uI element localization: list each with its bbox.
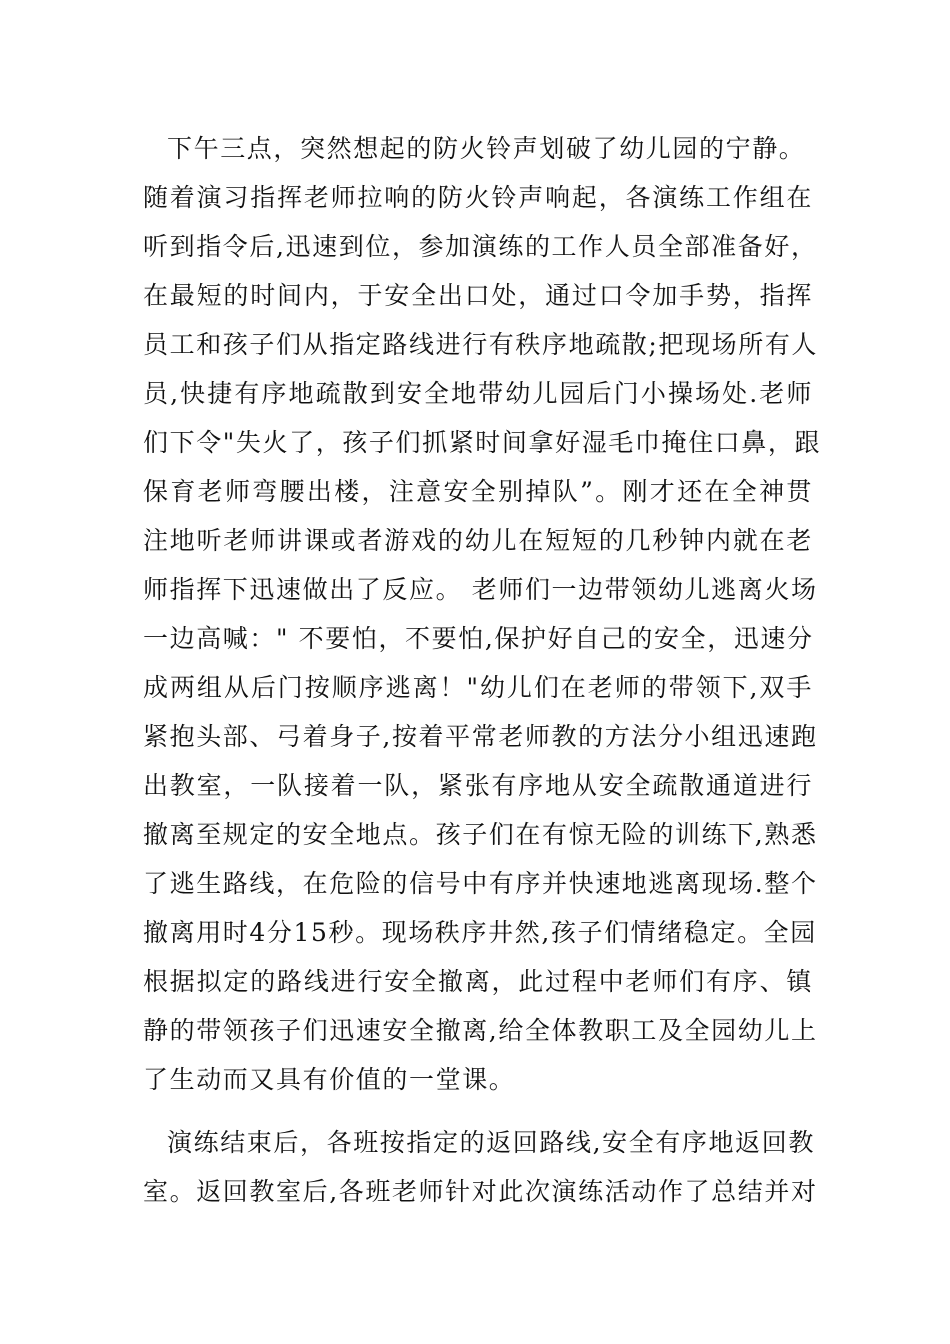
paragraph-line: 下午三点，突然想起的防火铃声划破了幼儿园的宁静。 [167, 134, 806, 163]
paragraph-line: 随着演习指挥老师拉响的防火铃声响起，各演练工作组在 [143, 183, 813, 212]
paragraph-line: 出教室，一队接着一队，紧张有序地从安全疏散通道进行 [143, 771, 813, 800]
paragraph-line: 保育老师弯腰出楼，注意安全别掉队”。刚才还在全神贯 [143, 477, 813, 506]
paragraph-line: 了生动而又具有价值的一堂课。 [143, 1065, 516, 1094]
paragraph-line: 静的带领孩子们迅速安全撤离,给全体教职工及全园幼儿上 [143, 1016, 818, 1045]
paragraph-line: 根据拟定的路线进行安全撤离，此过程中老师们有序、镇 [143, 967, 813, 996]
paragraph-line: 一边高喊：" 不要怕，不要怕,保护好自己的安全，迅速分 [143, 624, 814, 653]
paragraph-line: 了逃生路线，在危险的信号中有序并快速地逃离现场.整个 [143, 869, 818, 898]
paragraph-line: 在最短的时间内，于安全出口处，通过口令加手势，指挥 [143, 281, 813, 310]
paragraph-line: 员,快捷有序地疏散到安全地带幼儿园后门小操场处.老师 [143, 379, 813, 408]
paragraph-line: 成两组从后门按顺序逃离！"幼儿们在老师的带领下,双手 [143, 673, 813, 702]
paragraph-line: 紧抱头部、弓着身子,按着平常老师教的方法分小组迅速跑 [143, 722, 818, 751]
paragraph-1 [143, 124, 822, 1104]
paragraph-line: 撤离用时4分15秒。现场秩序井然,孩子们情绪稳定。全园 [143, 918, 817, 947]
paragraph-line: 员工和孩子们从指定路线进行有秩序地疏散;把现场所有人 [143, 330, 819, 359]
paragraph-line: 听到指令后,迅速到位，参加演练的工作人员全部准备好， [143, 232, 818, 261]
paragraph-line: 注地听老师讲课或者游戏的幼儿在短短的几秒钟内就在老 [143, 526, 813, 555]
paragraph-line: 撤离至规定的安全地点。孩子们在有惊无险的训练下,熟悉 [143, 820, 818, 849]
paragraph-2 [143, 1118, 818, 1216]
paragraph-line: 演练结束后，各班按指定的返回路线,安全有序地返回教 [167, 1128, 815, 1157]
paragraph-line: 们下令"失火了，孩子们抓紧时间拿好湿毛巾掩住口鼻，跟 [143, 428, 822, 457]
paragraph-line: 室。返回教室后,各班老师针对此次演练活动作了总结并对 [143, 1177, 818, 1206]
paragraph-line: 师指挥下迅速做出了反应。 老师们一边带领幼儿逃离火场 [143, 575, 818, 604]
